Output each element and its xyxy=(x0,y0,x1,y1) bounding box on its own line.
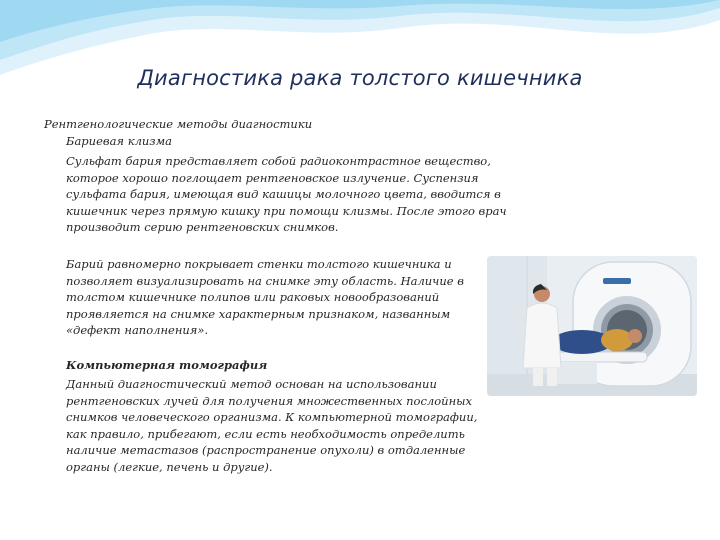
ct-heading: Компьютерная томография xyxy=(66,358,268,372)
ct-paragraph: Данный диагностический метод основан на использовании рентгеновских лучей для получения множественных послойных снимков человеческого организма. К компьютерной томографии, как правило, прибегают, если есть необходимость определить наличие метастазов (распространение опухоли) в отдаленные органы (легкие, печень и другие). xyxy=(66,377,478,474)
barium-enema-heading: Бариевая клизма xyxy=(66,134,172,148)
barium-paragraph-2: Барий равномерно покрывает стенки толстого кишечника и позволяет визуализировать на снимке эту область. Наличие в толстом кишечнике полипов или раковых новообразований проявляется на снимке характерным признаком, названным «дефект наполнения». xyxy=(66,257,464,338)
ct-scanner-photo xyxy=(487,256,697,396)
page-title: Диагностика рака толстого кишечника xyxy=(137,66,583,90)
section-heading: Рентгенологические методы диагностики xyxy=(44,117,313,131)
ct-scanner-illustration xyxy=(487,256,697,396)
barium-paragraph-1: Сульфат бария представляет собой радиоконтрастное вещество, которое хорошо поглощает рентгеновское излучение. Суспензия сульфата бария, имеющая вид кашицы молочного цвета, вводится в кишечник через прямую кишку при помощи клизмы. После этого врач производит серию рентгеновских снимков. xyxy=(66,154,507,235)
